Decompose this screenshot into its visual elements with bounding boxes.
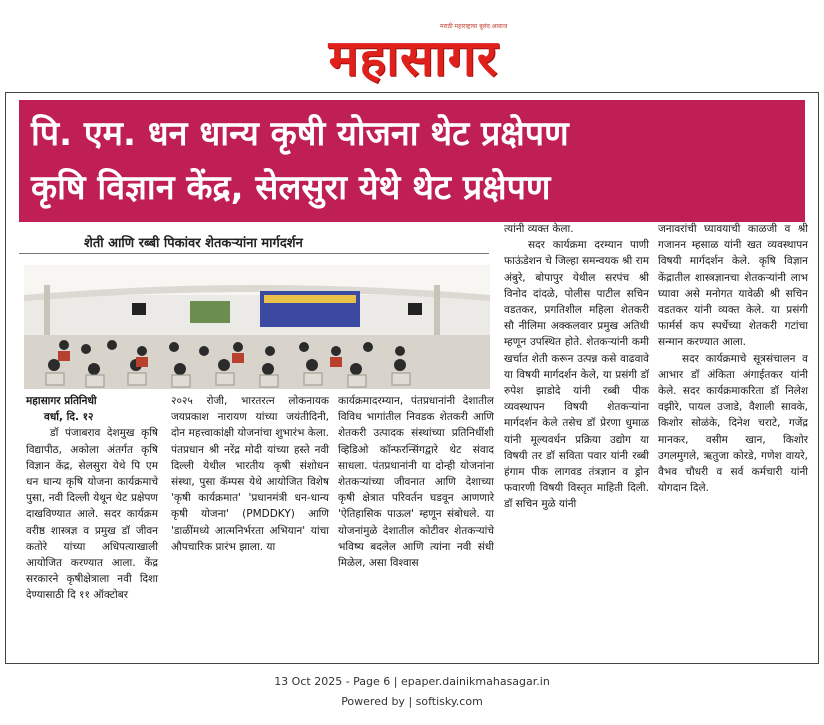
article-column-5 xyxy=(658,221,808,496)
footer-powered-by: Powered by | softisky.com xyxy=(341,695,483,708)
article-column-1 xyxy=(26,393,158,604)
article-column-2 xyxy=(171,393,329,555)
article-text: त्यांनी व्यक्त केला. xyxy=(504,223,574,235)
masthead xyxy=(0,0,824,92)
article-column-4 xyxy=(504,221,649,513)
article-text: सदर कार्यक्रमाचे सूत्रसंचालन व आभार डॉ अंकिता अंगाईतकर यांनी केले. सदर कार्यक्रमाकरिता डॉ निलेश वझीरे, पायल उजाडे, वैशाली सावके, किशोर सोळंके, दिनेश चराटे, गजेंद्र मानकर, वसीम खान, किशोर उगलमुगले, ऋतुजा कोरडे, गणेश वायरे, वैभव चौधरी व सर्व कर्मचारी यांनी योगदान दिले. xyxy=(658,352,808,495)
article-text: कार्यक्रमादरम्यान, पंतप्रधानांनी देशातील विविध भागांतील निवडक शेतकरी आणि शेतकरी उत्पादक संस्थांच्या प्रतिनिधींशी व्हिडिओ कॉन्फरन्सिंगद्वारे थेट संवाद साधला. पंतप्रधानांनी या दोन्ही योजनांना शेतकऱ्यांच्या जीवनात आणि देशाच्या कृषी क्षेत्रात परिवर्तन घडवून आणणारे 'ऐतिहासिक पाऊल' म्हणून संबोधले. या योजनांमुळे देशातील कोटीवर शेतकऱ्यांचे भविष्य बदलेल आणि त्यांना नवी संधी मिळेल, असा विश्वास xyxy=(338,395,494,570)
article-text: डॉ पंजाबराव देशमुख कृषि विद्यापीठ, अकोला अंतर्गत कृषि विज्ञान केंद्र, सेलसुरा येथे पि एम धन धान्य कृषि योजना कार्यक्रमाचे पुसा, नवी दिल्ली येथून थेट प्रक्षेपण दाखविण्यात आले. सदर कार्यक्रम वरीष्ठ शास्त्रज्ञ व प्रमुख डॉ जीवन कतोरे यांच्या अधिपत्याखाली आयोजित करण्यात आला. केंद्र सरकारने कृषीक्षेत्राला नवी दिशा देण्यासाठी दि ११ ऑक्टोबर xyxy=(26,427,158,602)
article-text: सदर कार्यक्रमा दरम्यान पाणी फाऊंडेशन चे जिल्हा समन्वयक श्री राम अंबुरे, बोपापुर येथील सरपंच श्री विनोद दांदळे, पोलीस पाटील सचिन वडतकर, प्रगतिशील महिला शेतकरी सौ नीलिमा अक्कलवार प्रमुख अतिथी म्हणून उपस्थित होते. शेतकऱ्यांनी कमी खर्चात शेती करून उत्पन्न कसे वाढवावे या विषयी मार्गदर्शन केले, या प्रसंगी डॉ रुपेश झाडोदे यांनी रब्बी पीक व्यवस्थापन विषयी शेतकऱ्यांना मार्गदर्शन केले तसेच डॉ प्रेरणा धुमाळ यांनी मूल्यवर्धन प्रक्रिया उद्योग या विषयी तर डॉ सविता पवार यांनी रब्बी हंगाम पीक लागवड तंत्रज्ञान व ड्रोन फवारणी विषयी विस्तृत माहिती दिली. डॉ सचिन मुळे यांनी xyxy=(504,239,649,511)
subhead-divider xyxy=(19,253,489,254)
article-column-3 xyxy=(338,393,494,571)
article-text: २०२५ रोजी, भारतरत्न लोकनायक जयप्रकाश नारायण यांच्या जयंतीदिनी, दोन महत्त्वाकांक्षी योजनांचा शुभारंभ केला. पंतप्रधान श्री नरेंद्र मोदी यांच्या हस्ते नवी दिल्ली येथील भारतीय कृषी संशोधन संस्था, पुसा कॅम्पस येथे आयोजित विशेष 'कृषी कार्यक्रमात' 'प्रधानमंत्री धन-धान्य कृषी योजना' (PMDDKY) आणि 'डाळींमध्ये आत्मनिर्भरता अभियान' यांचा औपचारिक प्रारंभ झाला. या xyxy=(171,395,329,553)
byline-reporter: महासागर प्रतिनिधी xyxy=(26,395,97,407)
headline-line-1: पि. एम. धन धान्य कृषी योजना थेट प्रक्षेपण xyxy=(31,114,569,154)
newspaper-logo: महासागर xyxy=(328,29,499,87)
masthead-tagline: मराठी महाराष्ट्राचा बुलंद आवाज xyxy=(440,23,508,30)
subheadline: शेती आणि रब्बी पिकांवर शेतकऱ्यांना मार्गदर्शन xyxy=(84,236,303,251)
footer-date-page: 13 Oct 2025 - Page 6 | epaper.dainikmahasagar.in xyxy=(274,675,550,688)
page-footer xyxy=(0,672,824,712)
event-photo xyxy=(24,265,490,389)
byline-dateline: वर्धा, दि. १२ xyxy=(44,411,94,424)
headline-line-2: कृषि विज्ञान केंद्र, सेलसुरा येथे थेट प्रक्षेपण xyxy=(31,168,551,208)
headline-banner xyxy=(19,100,805,222)
news-clipping xyxy=(5,92,819,664)
article-text: जनावरांची घ्यावयाची काळजी व श्री गजानन म्हसाळ यांनी खत व्यवस्थापन विषयी मार्गदर्शन केले. कृषि विज्ञान केंद्रातील शास्त्रज्ञानचा शेतकऱ्यांनी लाभ घ्यावा असे मनोगत यावेळी श्री सचिन वडतकर यांनी व्यक्त केले. या प्रसंगी फार्मर्स कप स्पर्धेच्या शेतकरी गटांचा सन्मान करण्यात आला. xyxy=(658,223,808,349)
